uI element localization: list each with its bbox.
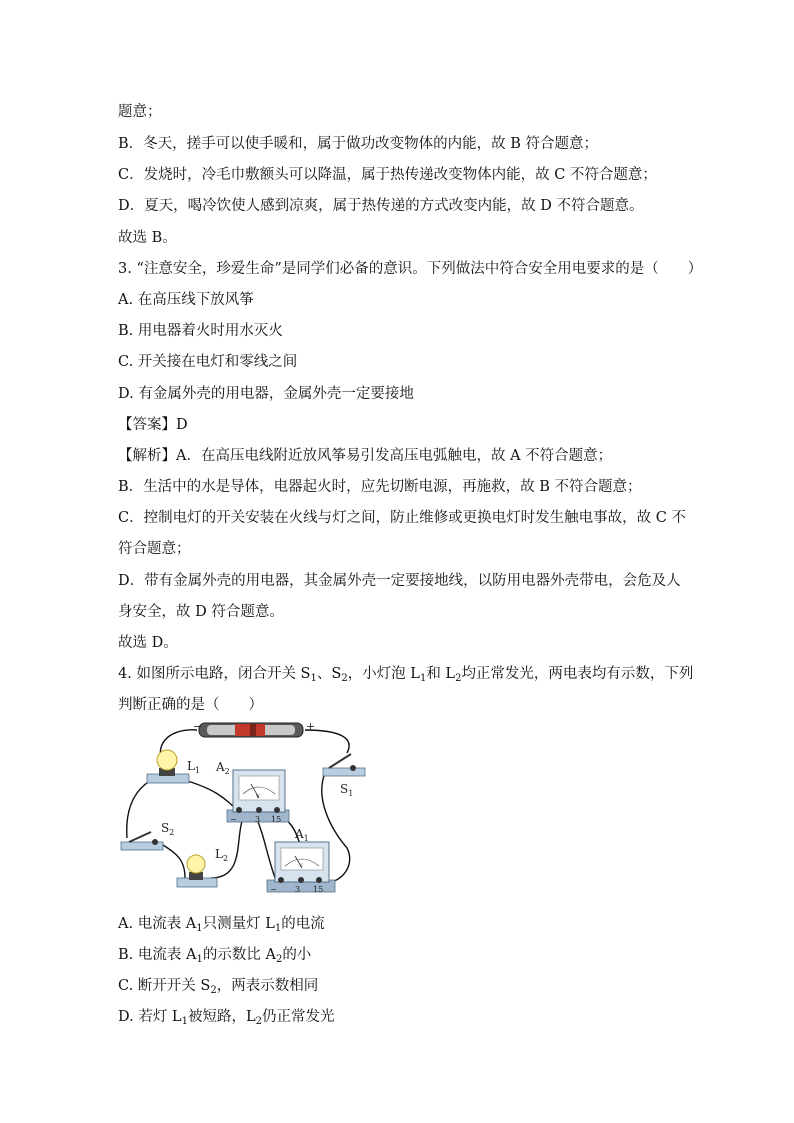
battery-plus-label: +	[306, 720, 316, 733]
a1-terminal-minus: −	[270, 885, 277, 894]
label-a2: $A_2$	[216, 760, 230, 776]
text-line: D．夏天，喝冷饮使人感到凉爽，属于热传递的方式改变内能，故 D 不符合题意。	[118, 198, 644, 214]
answer-label: 【答案】D	[118, 417, 188, 433]
analysis-line: B．生活中的水是导体，电器起火时，应先切断电源，再施救，故 B 不符合题意；	[118, 479, 642, 495]
battery-minus-label: −	[193, 720, 203, 733]
a2-terminal-3: 3	[255, 815, 261, 824]
analysis-line: D．带有金属外壳的用电器，其金属外壳一定要接地线，以防用电器外壳带电，会危及人	[118, 573, 681, 589]
question-4-stem-cont: 判断正确的是（ ）	[118, 697, 263, 713]
question-4-option-a: A. 电流表 $A_1$只测量灯 $L_1$的电流	[118, 916, 325, 934]
question-3-option-d: D. 有金属外壳的用电器，金属外壳一定要接地	[118, 386, 414, 402]
question-3-option-a: A. 在高压线下放风筝	[118, 292, 254, 308]
analysis-line: C．控制电灯的开关安装在火线与灯之间，防止维修或更换电灯时发生触电事故，故 C 不	[118, 510, 686, 526]
question-4-option-c: C. 断开开关 $S_2$，两表示数相同	[118, 978, 319, 996]
question-3-stem: 3. “注意安全，珍爱生命”是同学们必备的意识。下列做法中符合安全用电要求的是（ ）	[118, 261, 703, 277]
question-4-option-d: D. 若灯 $L_1$被短路，$L_2$仍正常发光	[118, 1009, 335, 1027]
analysis-line: 符合题意；	[118, 541, 191, 557]
circuit-figure	[115, 718, 367, 898]
a1-terminal-15: 15	[313, 885, 324, 894]
label-a1: $A_1$	[295, 827, 309, 843]
text-line: 故选 B。	[118, 230, 177, 246]
lamp-l2-icon	[177, 855, 217, 887]
conclusion-line: 故选 D。	[118, 635, 178, 651]
question-4-option-b: B. 电流表 $A_1$的示数比 $A_2$的小	[118, 947, 312, 965]
switch-s1-icon	[323, 754, 365, 776]
a2-terminal-15: 15	[271, 815, 282, 824]
analysis-line: 【解析】A．在高压电线附近放风筝易引发高压电弧触电，故 A 不符合题意；	[118, 448, 613, 464]
lamp-l1-icon	[147, 750, 189, 783]
text-line: C．发烧时，冷毛巾敷额头可以降温，属于热传递改变物体内能，故 C 不符合题意；	[118, 167, 657, 183]
battery-icon	[199, 723, 303, 737]
label-s1: $S_1$	[340, 782, 354, 798]
question-4-stem: 4. 如图所示电路，闭合开关 $S_1$、$S_2$，小灯泡 $L_1$和 $L_2$均正常发光，两电表均有示数，下列	[118, 666, 694, 684]
label-l2: $L_2$	[215, 847, 229, 863]
text-line: B．冬天，搓手可以使手暖和，属于做功改变物体的内能，故 B 符合题意；	[118, 136, 599, 152]
meter-a1-unit: V	[299, 863, 303, 869]
question-3-option-c: C. 开关接在电灯和零线之间	[118, 354, 298, 370]
question-3-option-b: B. 用电器着火时用水灭火	[118, 323, 283, 339]
a2-terminal-minus: −	[230, 815, 237, 824]
a1-terminal-3: 3	[295, 885, 301, 894]
analysis-line: 身安全，故 D 符合题意。	[118, 604, 284, 620]
label-l1: $L_1$	[187, 759, 201, 775]
label-s2: $S_2$	[161, 821, 175, 837]
text-line: 题意；	[118, 104, 162, 120]
meter-a2-unit: V	[256, 794, 260, 800]
